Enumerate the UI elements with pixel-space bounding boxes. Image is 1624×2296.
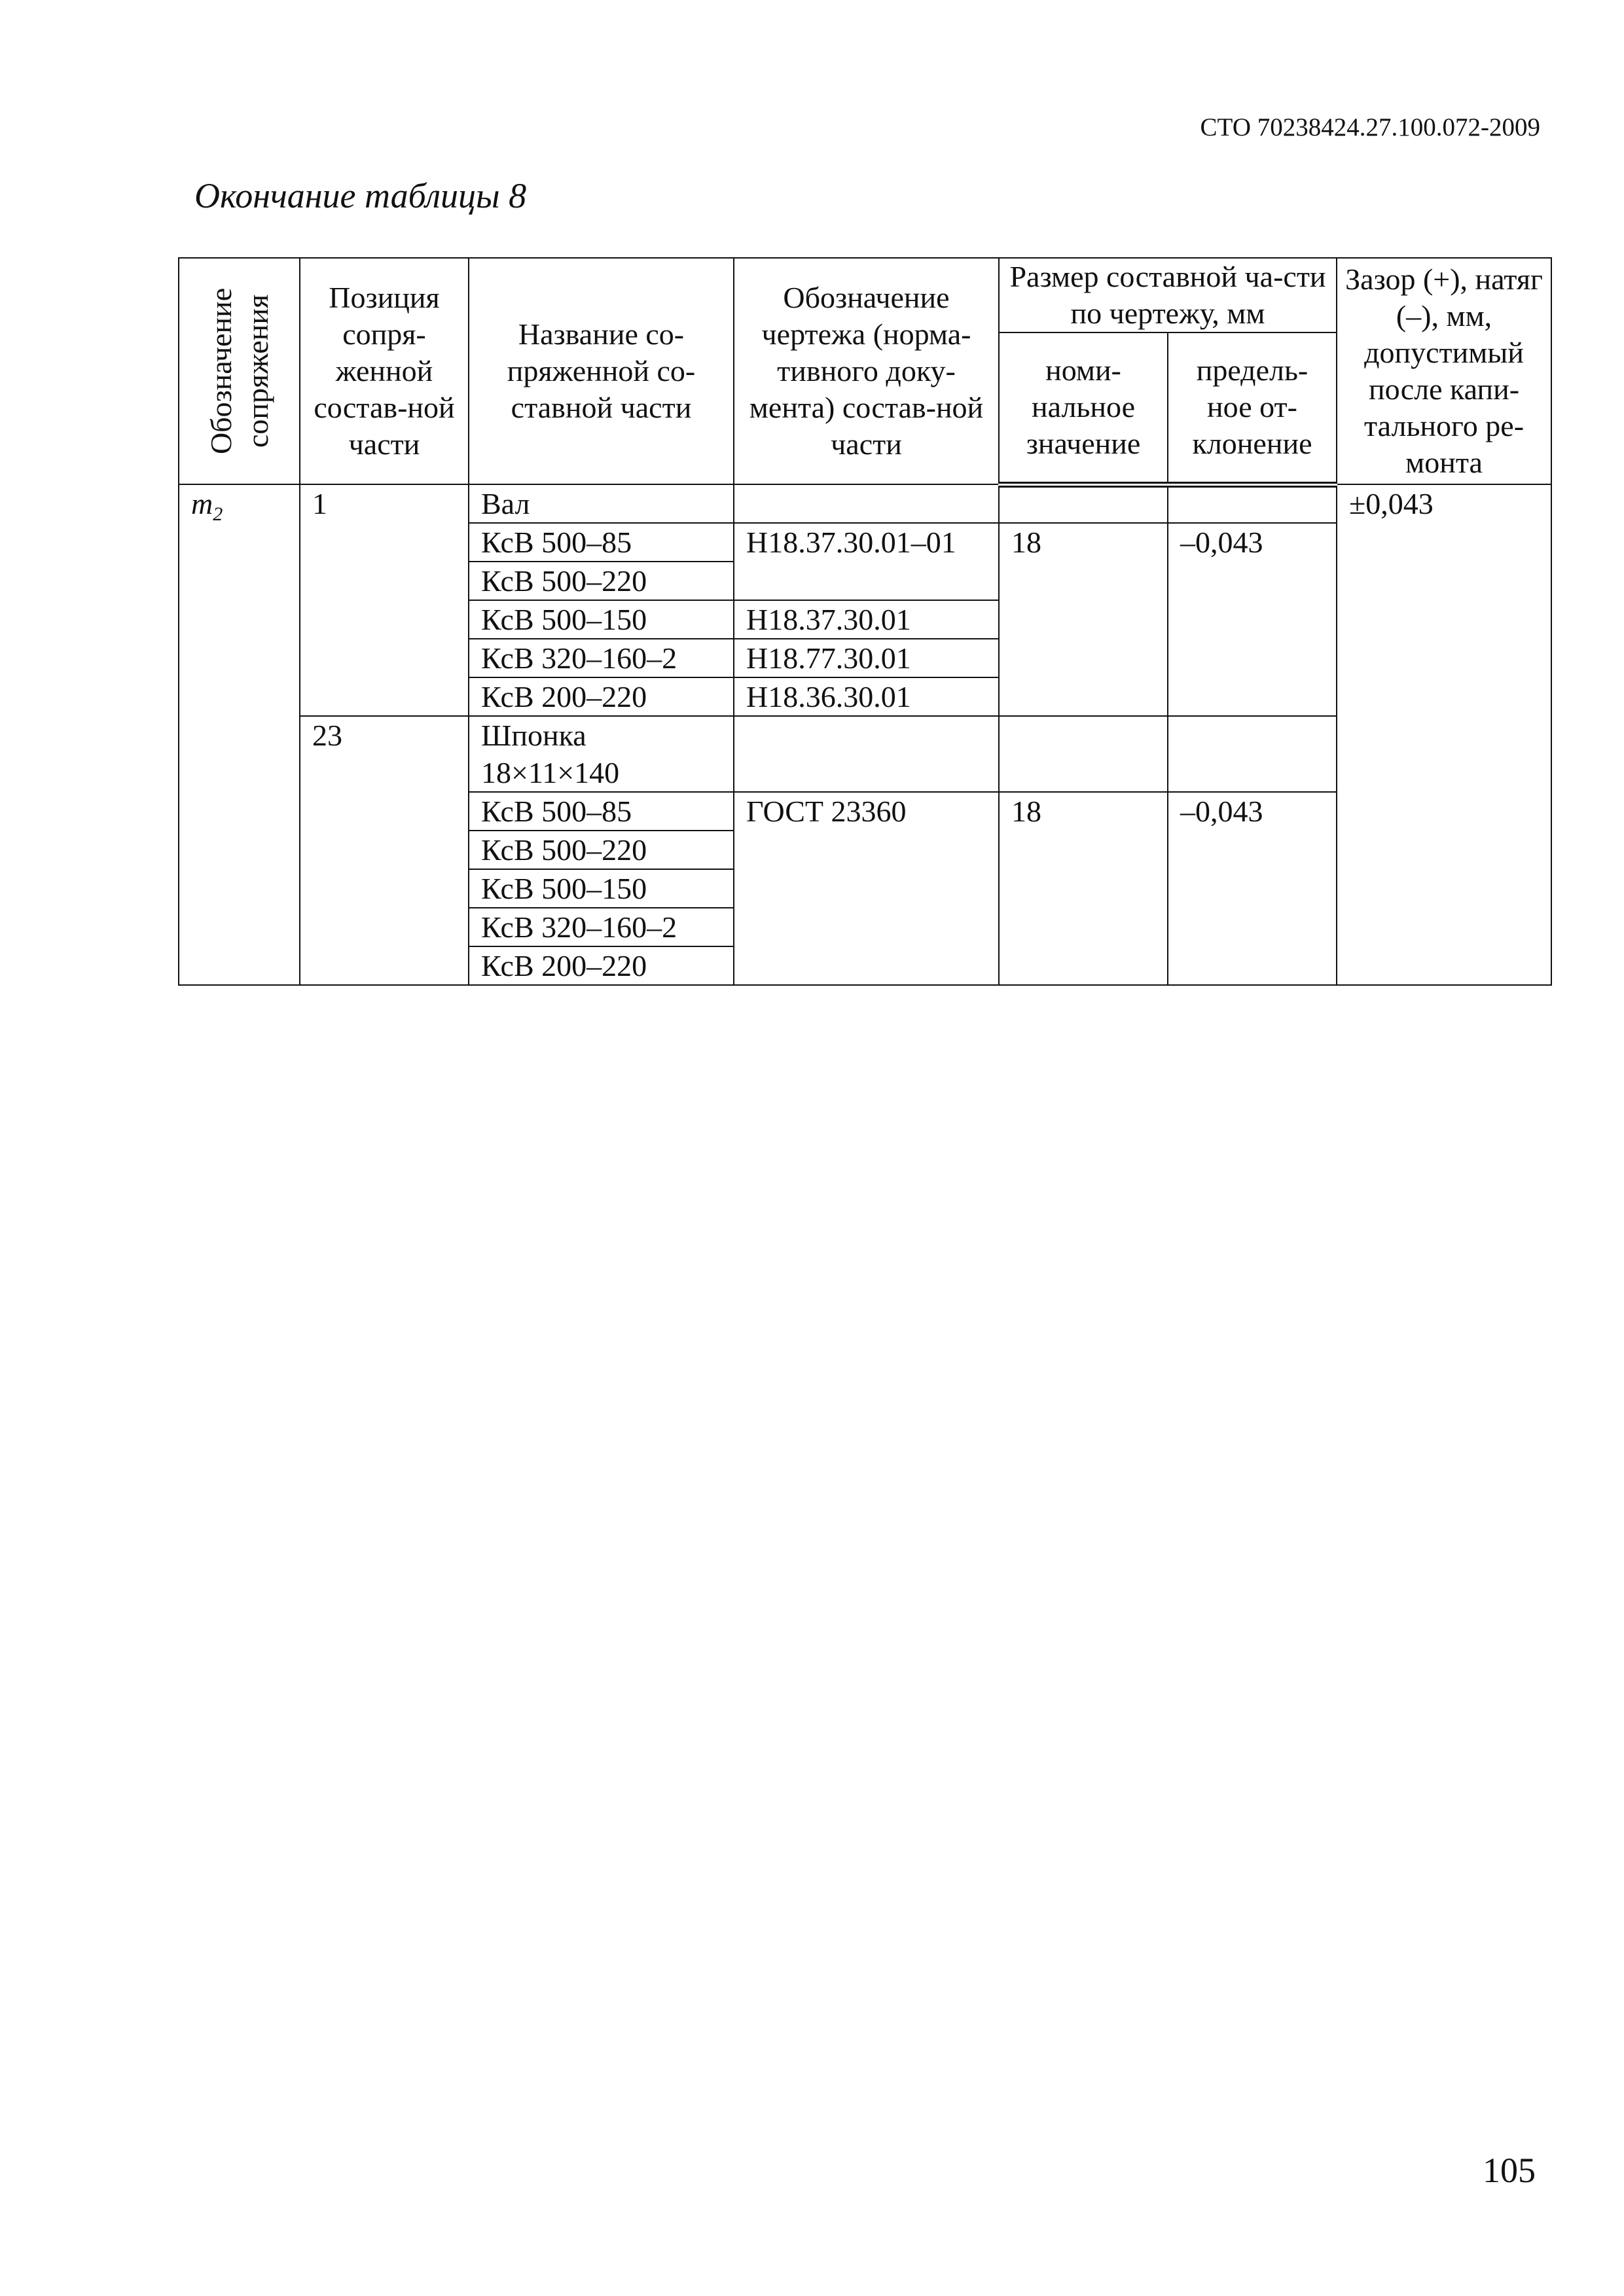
page-number: 105 — [1483, 2151, 1536, 2190]
drawing-cell — [734, 484, 999, 523]
deviation-cell: –0,043 — [1168, 792, 1337, 985]
part-name-cell: КсВ 500–150 — [469, 869, 734, 908]
part-name-cell: КсВ 500–220 — [469, 831, 734, 869]
header-drawing: Обозначение чертежа (норма-тивного доку-мента) состав-ной части — [734, 258, 999, 484]
header-clearance: Зазор (+), натяг (–), мм, допустимый после капи-тального ре-монта — [1337, 258, 1551, 484]
part-name-cell: КсВ 500–85 — [469, 792, 734, 831]
position-cell: 23 — [300, 716, 469, 985]
drawing-cell: Н18.77.30.01 — [734, 639, 999, 677]
mating-parts-table — [178, 257, 1552, 986]
document-code: СТО 70238424.27.100.072-2009 — [1200, 113, 1540, 141]
part-name-cell: КсВ 500–150 — [469, 600, 734, 639]
deviation-cell — [1168, 484, 1337, 523]
drawing-cell: Н18.37.30.01 — [734, 600, 999, 639]
deviation-cell: –0,043 — [1168, 523, 1337, 716]
part-name-cell: Шпонка 18×11×140 — [469, 716, 734, 792]
header-size-group: Размер составной ча-сти по чертежу, мм — [999, 258, 1337, 332]
part-name-cell: КсВ 500–220 — [469, 562, 734, 600]
nominal-cell — [999, 484, 1168, 523]
drawing-cell: Н18.36.30.01 — [734, 677, 999, 716]
position-cell: 1 — [300, 484, 469, 716]
part-name-cell: КсВ 320–160–2 — [469, 639, 734, 677]
drawing-cell: ГОСТ 23360 — [734, 792, 999, 985]
header-deviation: предель-ное от-клонение — [1168, 332, 1337, 484]
header-mate-designation: Обозначение сопряжения — [179, 258, 300, 484]
part-name-cell: КсВ 200–220 — [469, 946, 734, 985]
part-name-cell: КсВ 200–220 — [469, 677, 734, 716]
part-name-cell: КсВ 500–85 — [469, 523, 734, 562]
drawing-cell — [734, 716, 999, 792]
header-position: Позиция сопря-женной состав-ной части — [300, 258, 469, 484]
drawing-cell: Н18.37.30.01–01 — [734, 523, 999, 600]
nominal-cell: 18 — [999, 523, 1168, 716]
deviation-cell — [1168, 716, 1337, 792]
part-name-cell: КсВ 320–160–2 — [469, 908, 734, 946]
header-nominal: номи-нальное значение — [999, 332, 1168, 484]
nominal-cell — [999, 716, 1168, 792]
mate-designation-cell: $m_2$ — [179, 484, 300, 985]
header-part-name: Название со-пряженной со-ставной части — [469, 258, 734, 484]
part-name-cell: Вал — [469, 484, 734, 523]
table-caption: Окончание таблицы 8 — [194, 176, 527, 215]
clearance-cell: ±0,043 — [1337, 484, 1551, 985]
nominal-cell: 18 — [999, 792, 1168, 985]
